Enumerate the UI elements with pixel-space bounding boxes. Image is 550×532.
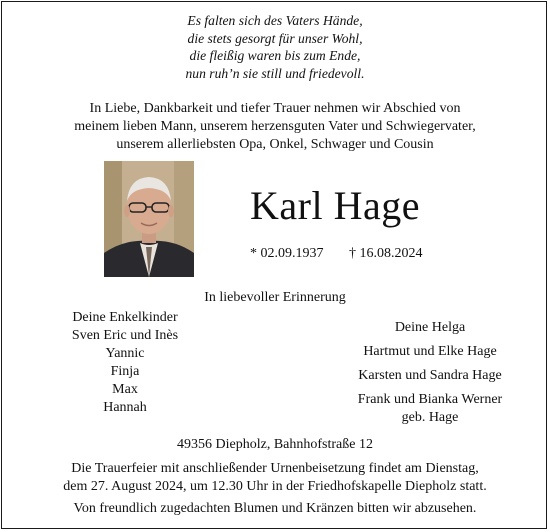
poem-line: die fleißig waren bis zum Ende, <box>189 48 361 63</box>
maiden-name-note: geb. Hage <box>401 410 459 425</box>
life-dates <box>250 245 423 263</box>
service-line: dem 27. August 2024, um 12.30 Uhr in der Friedhofskapelle Diepholz statt. <box>63 479 487 494</box>
service-line: Die Trauerfeier mit anschließender Urnenbeisetzung findet am Dienstag, <box>71 461 479 476</box>
grandchildren-list <box>60 309 190 417</box>
intro-line: In Liebe, Dankbarkeit und tiefer Trauer nehmen wir Abschied von <box>89 101 461 116</box>
birth-date: * 02.09.1937 <box>250 246 324 261</box>
list-item: Frank und Bianka Werner <box>357 392 503 407</box>
list-item: Hannah <box>103 400 147 415</box>
address: 49356 Diepholz, Bahnhofstraße 12 <box>177 437 373 452</box>
list-item: Yannic <box>105 346 145 361</box>
poem-line: Es falten sich des Vaters Hände, <box>187 13 363 28</box>
intro-line: meinem lieben Mann, unserem herzensguten Vater und Schwiegervater, <box>74 119 476 134</box>
list-item: Finja <box>110 364 140 379</box>
closing-note: Von freundlich zugedachten Blumen und Kränzen bitten wir abzusehen. <box>73 501 477 516</box>
portrait-photo <box>104 161 194 277</box>
death-date: † 16.08.2024 <box>349 246 423 261</box>
service-info <box>0 460 550 496</box>
intro-text <box>0 100 550 154</box>
deceased-name: Karl Hage <box>250 183 420 228</box>
poem-line: die stets gesorgt für unser Wohl, <box>187 30 363 46</box>
list-item: Deine Enkelkinder <box>72 310 178 325</box>
list-item: Karsten und Sandra Hage <box>358 368 502 383</box>
list-item: Max <box>112 382 138 397</box>
list-item: Sven Eric und Inès <box>71 328 179 343</box>
family-list <box>330 319 530 427</box>
intro-line: unserem allerliebsten Opa, Onkel, Schwager und Cousin <box>116 137 434 152</box>
memory-heading: In liebevoller Erinnerung <box>204 290 346 305</box>
spouse-name: Deine Helga <box>394 320 466 335</box>
poem <box>0 12 550 82</box>
poem-line: nun ruh’n sie still und friedevoll. <box>185 65 365 81</box>
list-item: Hartmut und Elke Hage <box>363 344 497 359</box>
